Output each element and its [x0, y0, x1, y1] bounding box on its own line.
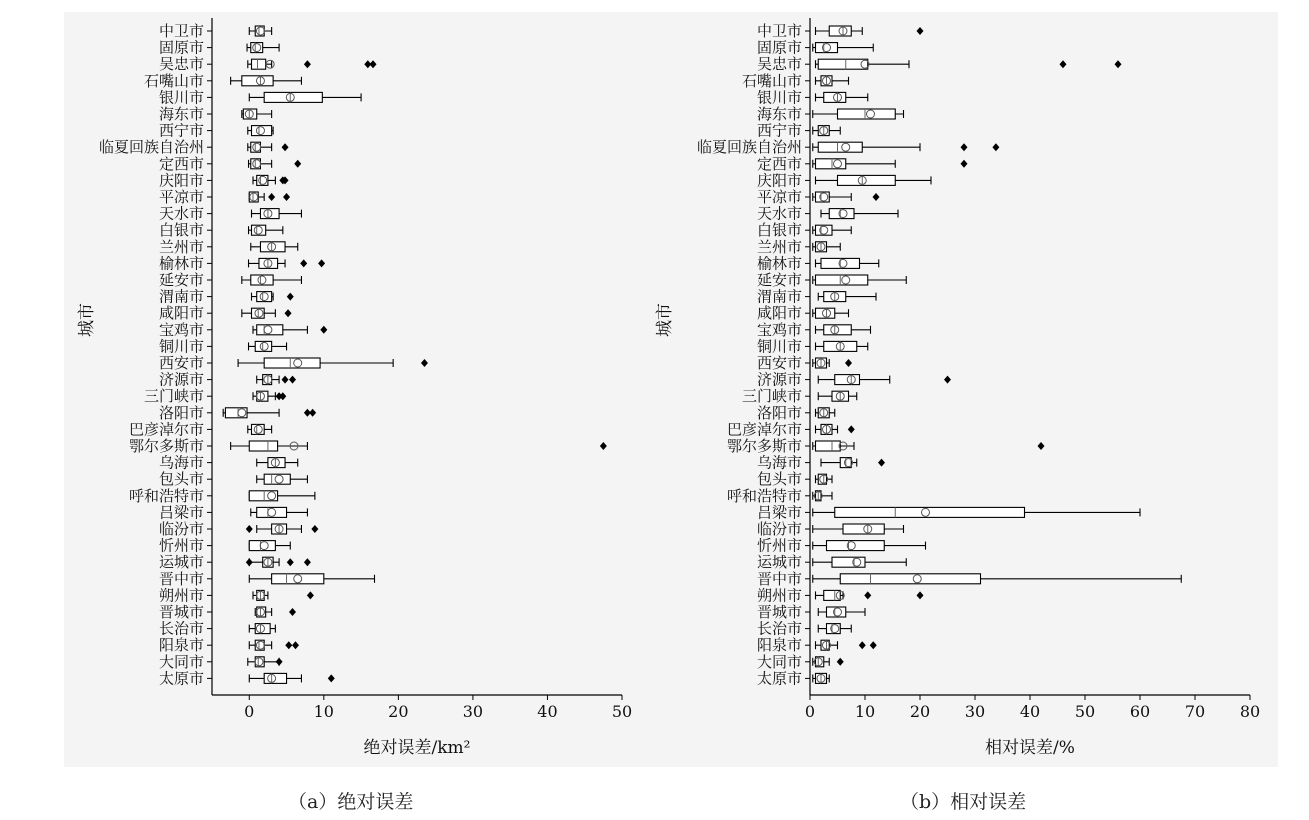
panel-b-outlier-point — [878, 459, 885, 467]
panel-b-category-label: 呼和浩特市 — [726, 486, 802, 505]
panel-a-category-label: 太原市 — [158, 669, 204, 688]
panel-b-outlier-point — [917, 27, 924, 35]
panel-a-outlier-point — [285, 309, 292, 317]
panel-b-category-label: 包头市 — [756, 470, 802, 489]
panel-a-y-axis-label: 城市 — [77, 303, 97, 337]
panel-a-box — [264, 92, 322, 102]
panel-a-x-tick-label: 20 — [388, 702, 409, 721]
panel-a-box — [264, 358, 320, 368]
panel-a-outlier-point — [283, 193, 290, 201]
panel-b-category-label: 榆林市 — [756, 254, 802, 273]
panel-b-category-label: 阳泉市 — [756, 636, 802, 655]
panel-b-outlier-point — [1060, 60, 1067, 68]
panel-a-outlier-point — [320, 326, 327, 334]
panel-a-outlier-point — [318, 259, 325, 267]
panel-b-outlier-point — [859, 641, 866, 649]
panel-b-category-label: 天水市 — [756, 204, 802, 223]
panel-b-box — [832, 557, 865, 567]
panel-a-x-tick-label: 10 — [313, 702, 334, 721]
panel-a-category-label: 朔州市 — [158, 586, 204, 605]
panel-b-category-label: 西宁市 — [756, 121, 802, 140]
panel-b-category-label: 铜川市 — [756, 337, 802, 356]
panel-b-x-tick-label: 30 — [964, 702, 986, 721]
caption-panel-b: （b）相对误差 — [900, 791, 1027, 813]
panel-a-category-label: 渭南市 — [158, 287, 204, 306]
panel-a-outlier-point — [370, 60, 377, 68]
panel-a-category-label: 洛阳市 — [158, 403, 204, 422]
panel-b-category-label: 平凉市 — [756, 188, 802, 206]
panel-b-category-label: 兰州市 — [756, 237, 802, 256]
panel-b-category-label: 长治市 — [756, 619, 802, 638]
panel-a-category-label: 宝鸡市 — [158, 320, 204, 339]
panel-a-category-label: 延安市 — [158, 271, 204, 289]
panel-b-category-label: 鄂尔多斯市 — [726, 437, 802, 455]
panel-a-outlier-point — [309, 409, 316, 417]
panel-b-box — [816, 441, 841, 451]
panel-b-category-label: 宝鸡市 — [756, 320, 802, 339]
panel-b-box — [818, 142, 862, 152]
panel-b-box — [840, 574, 980, 584]
panel-a-x-tick-label: 30 — [462, 702, 484, 721]
panel-a-x-tick-label: 50 — [611, 702, 633, 721]
panel-a-outlier-point — [289, 376, 296, 384]
panel-b-category-label: 晋中市 — [756, 569, 802, 588]
panel-a-category-label: 临汾市 — [158, 520, 204, 538]
panel-a-category-label: 阳泉市 — [158, 636, 204, 655]
panel-a-category-label: 晋中市 — [158, 569, 204, 588]
panel-a-outlier-point — [304, 558, 311, 566]
panel-a-outlier-point — [311, 525, 318, 533]
panel-b-outlier-point — [848, 425, 855, 433]
panel-a-box — [249, 441, 277, 451]
panel-b-category-label: 洛阳市 — [756, 403, 802, 422]
panel-a-category-label: 巴彦淖尔市 — [128, 420, 204, 439]
panel-a-category-label: 庆阳市 — [158, 171, 204, 190]
panel-a-box — [252, 59, 266, 69]
panel-a-category-label: 包头市 — [158, 470, 204, 489]
panel-b-category-label: 白银市 — [756, 221, 802, 240]
panel-a-box — [242, 76, 273, 86]
panel-b-outlier-point — [992, 143, 999, 151]
panel-b-outlier-point — [917, 591, 924, 599]
panel-a-category-label: 固原市 — [158, 38, 204, 57]
panel-b-outlier-point — [1115, 60, 1122, 68]
panel-b-outlier-point — [873, 193, 880, 201]
panel-a-outlier-point — [328, 674, 335, 682]
panel-b-x-tick-label: 70 — [1184, 702, 1206, 721]
panel-b-outlier-point — [845, 359, 852, 367]
panel-b-x-axis-label: 相对误差/% — [985, 738, 1075, 758]
panel-b-category-label: 银川市 — [756, 88, 802, 107]
panel-b-category-label: 中卫市 — [756, 22, 802, 40]
panel-a-x-axis-label: 绝对误差/km² — [363, 738, 471, 758]
panel-b-x-tick-label: 20 — [909, 702, 931, 721]
panel-a-category-label: 忻州市 — [158, 536, 204, 555]
panel-a-outlier-point — [304, 60, 311, 68]
panel-b-category-label: 晋城市 — [756, 603, 802, 621]
panel-a-category-label: 临夏回族自治州 — [98, 138, 204, 157]
panel-a-category-label: 海东市 — [158, 105, 204, 123]
panel-a-category-label: 定西市 — [158, 154, 204, 173]
panel-b-category-label: 咸阳市 — [756, 304, 802, 323]
panel-b-category-label: 石嘴山市 — [741, 71, 802, 90]
panel-a-x-tick-label: 0 — [244, 702, 255, 721]
panel-b-category-label: 临汾市 — [756, 520, 802, 538]
panel-b-outlier-point — [961, 143, 968, 151]
panel-a-outlier-point — [300, 259, 307, 267]
caption-panel-a: （a）绝对误差 — [288, 791, 414, 813]
panel-b-x-tick-label: 50 — [1074, 702, 1096, 721]
panel-a-category-label: 平凉市 — [158, 188, 204, 206]
panel-a-category-label: 鄂尔多斯市 — [128, 437, 204, 455]
panel-b-outlier-point — [837, 658, 844, 666]
panel-b-category-label: 三门峡市 — [741, 387, 802, 406]
panel-b-x-tick-label: 10 — [854, 702, 876, 721]
panel-a-category-label: 天水市 — [158, 204, 204, 223]
panel-a-outlier-point — [268, 193, 275, 201]
panel-b-outlier-point — [944, 376, 951, 384]
panel-a-outlier-point — [285, 641, 292, 649]
panel-a-category-label: 运城市 — [158, 553, 204, 572]
panel-a-category-label: 白银市 — [158, 221, 204, 240]
panel-a-category-label: 大同市 — [158, 652, 204, 671]
panel-a-category-label: 乌海市 — [158, 453, 204, 472]
panel-a-outlier-point — [276, 658, 283, 666]
panel-a-outlier-point — [282, 376, 289, 384]
panel-b-category-label: 海东市 — [756, 105, 802, 123]
panel-b-outlier-point — [870, 641, 877, 649]
panel-b-x-tick-label: 60 — [1129, 702, 1151, 721]
panel-b-category-label: 临夏回族自治州 — [696, 138, 802, 157]
panel-b-category-label: 渭南市 — [756, 287, 802, 306]
panel-b-category-label: 乌海市 — [756, 453, 802, 472]
panel-a-x-tick-label: 40 — [537, 702, 558, 721]
panel-a-category-label: 榆林市 — [158, 254, 204, 273]
panel-b-category-label: 吕梁市 — [756, 503, 802, 522]
panel-b-x-tick-label: 80 — [1239, 702, 1261, 721]
panel-a-outlier-point — [289, 608, 296, 616]
panel-a-category-label: 济源市 — [158, 370, 204, 389]
panel-a-outlier-point — [307, 591, 314, 599]
panel-a-outlier-point — [246, 525, 253, 533]
panel-a-category-label: 咸阳市 — [158, 304, 204, 323]
panel-a-category-label: 三门峡市 — [143, 387, 204, 406]
panel-b-category-label: 大同市 — [756, 652, 802, 671]
panel-a-category-label: 吴忠市 — [158, 55, 204, 74]
panel-a-outlier-point — [421, 359, 428, 367]
panel-a-outlier-point — [246, 558, 253, 566]
panel-a-category-label: 长治市 — [158, 619, 204, 638]
panel-b-y-axis-label: 城市 — [655, 303, 675, 337]
panel-a-outlier-point — [282, 143, 289, 151]
panel-b-outlier-point — [1038, 442, 1045, 450]
panel-a-category-label: 晋城市 — [158, 603, 204, 621]
panel-b-category-label: 巴彦淖尔市 — [726, 420, 802, 439]
panel-b-category-label: 吴忠市 — [756, 55, 802, 74]
panel-b-category-label: 太原市 — [756, 669, 802, 688]
panel-a-category-label: 呼和浩特市 — [128, 486, 204, 505]
panel-a-category-label: 吕梁市 — [158, 503, 204, 522]
panel-b-category-label: 庆阳市 — [756, 171, 802, 190]
panel-a-outlier-point — [287, 293, 294, 301]
panel-b-category-label: 济源市 — [756, 370, 802, 389]
panel-b-box — [818, 59, 868, 69]
panel-b-category-label: 运城市 — [756, 553, 802, 572]
panel-b-category-label: 西安市 — [756, 354, 802, 372]
panel-a-category-label: 银川市 — [158, 88, 204, 107]
panel-a-outlier-point — [287, 558, 294, 566]
panel-a-category-label: 铜川市 — [158, 337, 204, 356]
panel-a-category-label: 中卫市 — [158, 22, 204, 40]
panel-b-category-label: 朔州市 — [756, 586, 802, 605]
panel-a-outlier-point — [294, 160, 301, 168]
panel-a-category-label: 西安市 — [158, 354, 204, 372]
panel-a-outlier-point — [292, 641, 299, 649]
panel-b-category-label: 延安市 — [756, 271, 802, 289]
panel-a-category-label: 兰州市 — [158, 237, 204, 256]
panel-b-category-label: 忻州市 — [756, 536, 802, 555]
panel-a-category-label: 西宁市 — [158, 121, 204, 140]
panel-a-outlier-point — [600, 442, 607, 450]
panel-b-category-label: 定西市 — [756, 154, 802, 173]
panel-b-x-tick-label: 40 — [1019, 702, 1041, 721]
panel-b-outlier-point — [864, 591, 871, 599]
panel-b-category-label: 固原市 — [756, 38, 802, 57]
panel-a-category-label: 石嘴山市 — [143, 71, 204, 90]
panel-b-x-tick-label: 0 — [804, 702, 816, 721]
panel-a-outlier-point — [279, 392, 286, 400]
panel-b-outlier-point — [961, 160, 968, 168]
